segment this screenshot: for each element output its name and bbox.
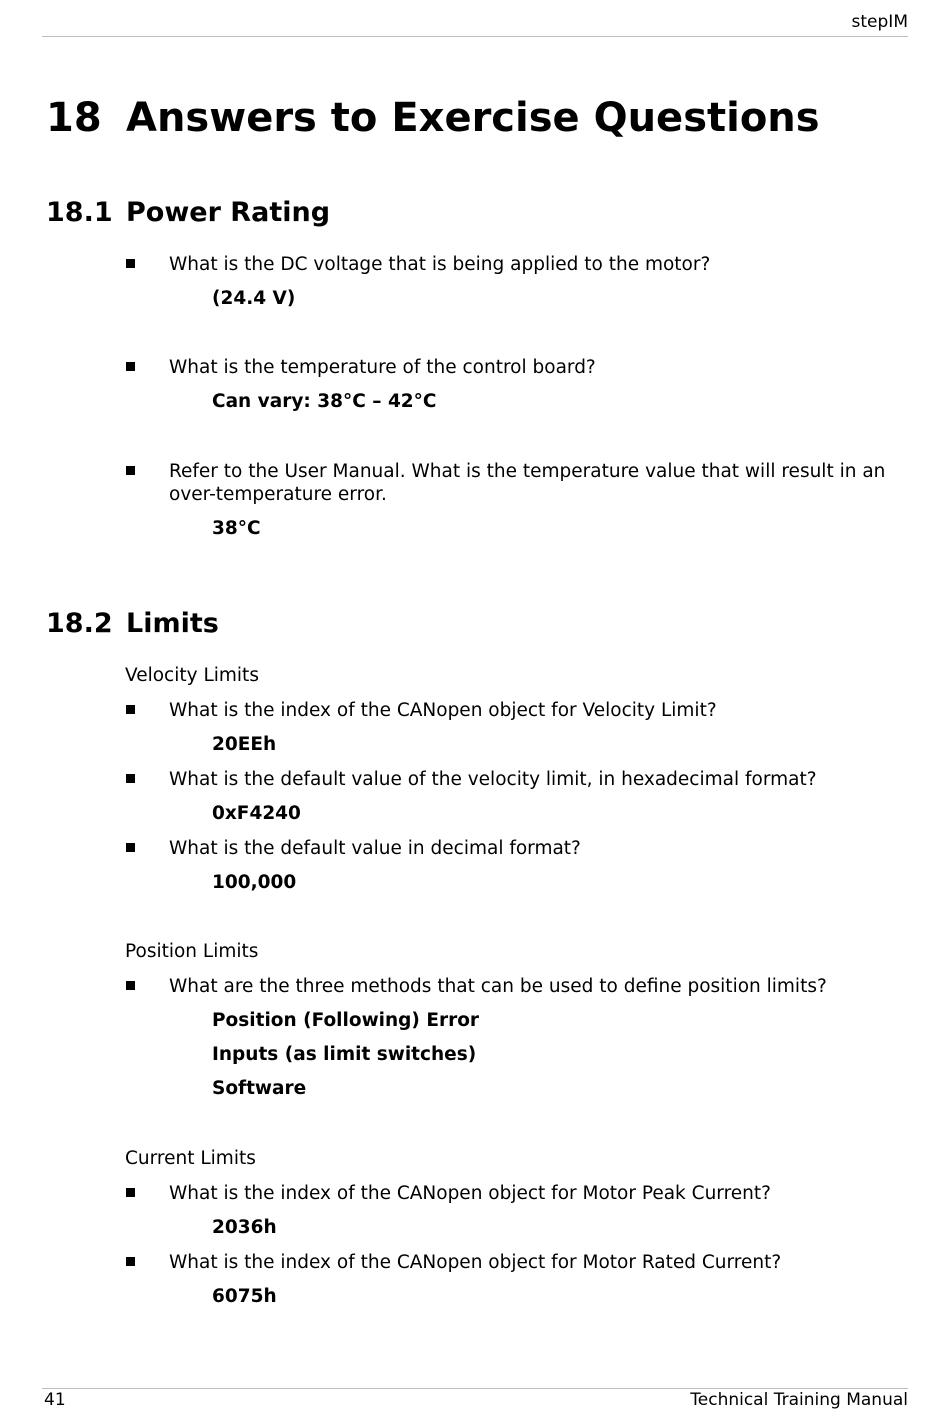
question-text: What is the temperature of the control board? xyxy=(169,357,596,378)
answer-text: (24.4 V) xyxy=(212,288,296,309)
chapter-title xyxy=(46,94,820,142)
subheading-position-limits: Position Limits xyxy=(125,941,259,962)
section-number: 18.1 xyxy=(46,197,113,228)
section-number: 18.2 xyxy=(46,608,113,639)
list-item xyxy=(126,699,886,722)
list-item xyxy=(126,837,886,860)
header-rule xyxy=(42,36,908,37)
question-text: Refer to the User Manual. What is the temperature value that will result in an over-temperature error. xyxy=(169,461,886,505)
question-text: What are the three methods that can be used to define position limits? xyxy=(169,976,827,997)
question-text: What is the index of the CANopen object for Motor Rated Current? xyxy=(169,1252,782,1273)
list-item xyxy=(126,253,886,276)
square-bullet-icon xyxy=(126,843,135,852)
chapter-number: 18 xyxy=(46,95,102,141)
list-item xyxy=(126,1182,886,1205)
square-bullet-icon xyxy=(126,1188,135,1197)
answer-text: 100,000 xyxy=(212,872,297,893)
answer-text: 6075h xyxy=(212,1286,277,1307)
subheading-velocity-limits: Velocity Limits xyxy=(125,665,259,686)
page-number: 41 xyxy=(44,1390,66,1410)
subheading-current-limits: Current Limits xyxy=(125,1148,256,1169)
running-header: stepIM xyxy=(851,12,908,32)
section-title-text: Limits xyxy=(126,608,219,639)
footer-title: Technical Training Manual xyxy=(690,1390,908,1410)
square-bullet-icon xyxy=(126,774,135,783)
square-bullet-icon xyxy=(126,981,135,990)
question-text: What is the index of the CANopen object for Motor Peak Current? xyxy=(169,1183,771,1204)
square-bullet-icon xyxy=(126,259,135,268)
chapter-title-text: Answers to Exercise Questions xyxy=(126,95,820,141)
list-item xyxy=(126,1251,886,1274)
square-bullet-icon xyxy=(126,1257,135,1266)
answer-text: 2036h xyxy=(212,1217,277,1238)
section-title-limits xyxy=(46,608,219,640)
square-bullet-icon xyxy=(126,466,135,475)
answer-text: 38°C xyxy=(212,518,261,539)
answer-text: Can vary: 38°C – 42°C xyxy=(212,391,437,412)
list-item xyxy=(126,768,886,791)
question-text: What is the index of the CANopen object for Velocity Limit? xyxy=(169,700,717,721)
list-item xyxy=(126,460,886,506)
answer-text: Position (Following) Error xyxy=(212,1010,480,1031)
section-title-text: Power Rating xyxy=(126,197,331,228)
answer-text: Inputs (as limit switches) xyxy=(212,1044,477,1065)
answer-text: 20EEh xyxy=(212,734,277,755)
answer-text: 0xF4240 xyxy=(212,803,301,824)
question-text: What is the default value of the velocity limit, in hexadecimal format? xyxy=(169,769,817,790)
footer-rule xyxy=(42,1388,908,1389)
question-text: What is the DC voltage that is being applied to the motor? xyxy=(169,254,711,275)
answer-text: Software xyxy=(212,1078,307,1099)
list-item xyxy=(126,975,886,998)
section-title-power-rating xyxy=(46,197,330,229)
list-item xyxy=(126,356,886,379)
question-text: What is the default value in decimal format? xyxy=(169,838,581,859)
square-bullet-icon xyxy=(126,362,135,371)
square-bullet-icon xyxy=(126,705,135,714)
